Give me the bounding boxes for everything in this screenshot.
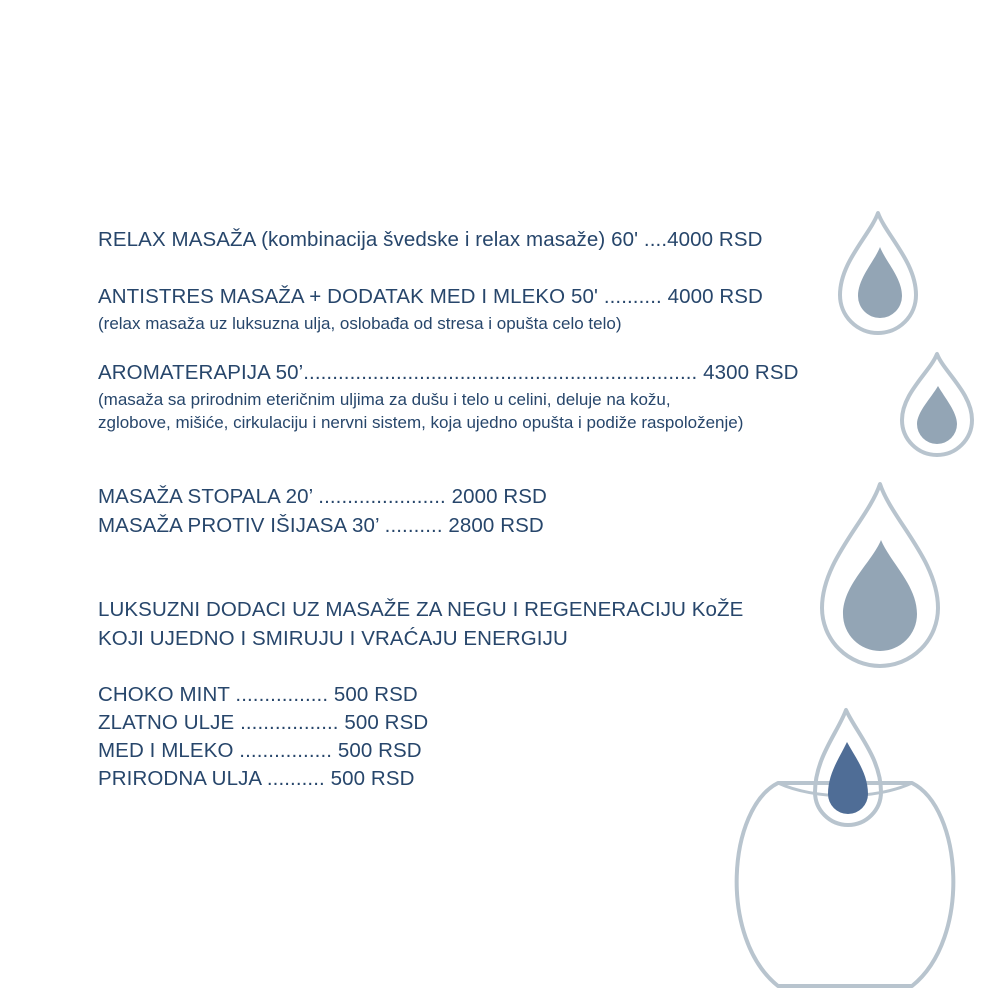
service-aromaterapija: AROMATERAPIJA 50’.................................................................... 4300 RSD [98, 361, 799, 384]
addon-prirodna-ulja: PRIRODNA ULJA .......... 500 RSD [98, 767, 415, 790]
service-masaza-protiv-isijasa: MASAŽA PROTIV IŠIJASA 30’ .......... 2800 RSD [98, 514, 544, 537]
service-antistres-description: (relax masaža uz luksuzna ulja, oslobađa od stresa i opušta celo telo) [98, 314, 622, 333]
service-antistres: ANTISTRES MASAŽA + DODATAK MED I MLEKO 50' .......... 4000 RSD [98, 285, 763, 308]
service-masaza-stopala: MASAŽA STOPALA 20’ ...................... 2000 RSD [98, 485, 547, 508]
water-drop-icon [902, 354, 972, 455]
addon-choko-mint: CHOKO MINT ................ 500 RSD [98, 683, 418, 706]
service-aromaterapija-description-2: zglobove, mišiće, cirkulaciju i nervni sistem, koja ujedno opušta i podiže raspoloženje) [98, 413, 744, 432]
addons-heading-line-2: KOJI UJEDNO I SMIRUJU I VRAĆAJU ENERGIJU [98, 627, 568, 650]
addon-zlatno-ulje: ZLATNO ULJE ................. 500 RSD [98, 711, 429, 734]
candle-icon [737, 710, 954, 986]
service-aromaterapija-description-1: (masaža sa prirodnim eteričnim uljima za dušu i telo u celini, deluje na kožu, [98, 390, 671, 409]
addons-heading-line-1: LUKSUZNI DODACI UZ MASAŽE ZA NEGU I REGENERACIJU KoŽE [98, 598, 744, 621]
service-relax: RELAX MASAŽA (kombinacija švedske i relax masaže) 60' ....4000 RSD [98, 228, 763, 251]
water-drop-icon [840, 213, 916, 333]
water-drop-icon [822, 484, 938, 666]
addon-med-i-mleko: MED I MLEKO ................ 500 RSD [98, 739, 422, 762]
